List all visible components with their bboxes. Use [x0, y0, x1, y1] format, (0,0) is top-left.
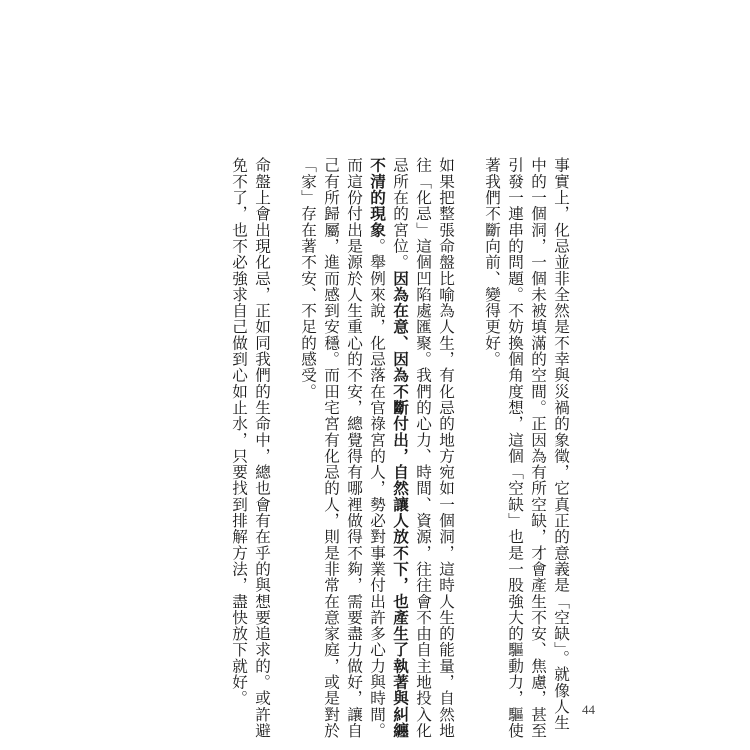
- text-column: 往「化忌」這個凹陷處匯聚。我們的心力、時間、資源，往往會不由自主地投入化: [414, 157, 432, 739]
- text-column: 著我們不斷向前、變得更好。: [483, 157, 501, 367]
- bold-emphasis: 因為在意、因為不斷付出，自然讓人放不下，也產生了執著與糾纏: [391, 270, 410, 739]
- plain-text: 。舉例來說，化忌落在官祿宮的人，勢必對事業付出許多心力與時間。: [368, 237, 386, 739]
- text-column: 如果把整張命盤比喻為人生，有化忌的地方宛如一個洞，這時人生的能量，自然地: [437, 157, 455, 739]
- text-column: 而這份付出是源於人生重心的不安，總覺得有哪裡做得不夠，需要盡力做好，讓自: [345, 157, 363, 739]
- text-column-emphasis: [369, 157, 385, 738]
- text-column-emphasis: [392, 157, 408, 738]
- text-column: 引發一連串的問題。不妨換個角度想，這個「空缺」也是一股強大的驅動力，驅使: [506, 157, 524, 739]
- plain-text: 忌所在的宮位。: [391, 157, 409, 271]
- page-number: 44: [582, 702, 595, 717]
- text-column: 免不了，也不必強求自己做到心如止水，只要找到排解方法，盡快放下就好。: [230, 157, 248, 707]
- text-column: 中的一個洞，一個未被填滿的空間。正因為有所空缺，才會產生不安、焦慮，甚至: [529, 157, 547, 739]
- bold-emphasis: 不清的現象: [368, 157, 387, 238]
- text-column: 命盤上會出現化忌，正如同我們的生命中，總也會有在乎的與想要追求的。或許避: [253, 157, 271, 739]
- text-column: 己有所歸屬，進而感到安穩。而田宅宮有化忌的人，則是非常在意家庭，或是對於: [322, 157, 340, 739]
- text-column: 「家」存在著不安、不足的感受。: [299, 157, 317, 400]
- text-column: 事實上，化忌並非全然是不幸與災禍的象徵，它真正的意義是「空缺」。就像人生: [552, 157, 570, 731]
